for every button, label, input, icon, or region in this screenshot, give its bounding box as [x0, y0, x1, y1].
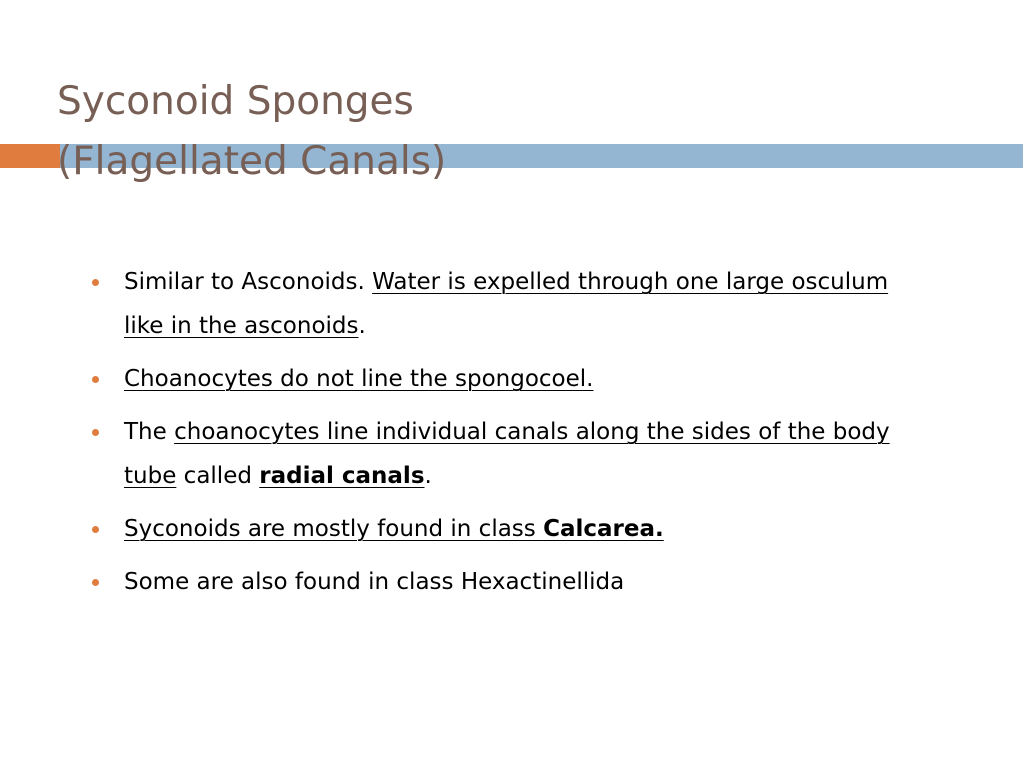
- slide-title-line-2: (Flagellated Canals): [57, 139, 447, 184]
- bullet-1-text: Similar to Asconoids.: [124, 269, 373, 295]
- bullet-item-2: [90, 357, 890, 401]
- bullet-3-end: .: [424, 463, 432, 489]
- slide-title-line-1: Syconoid Sponges: [57, 79, 414, 124]
- slide-title: [57, 72, 446, 192]
- bullet-dot-icon: [92, 579, 99, 586]
- bullet-3-underlined: choanocytes line individual canals along the sides of the body tube: [124, 419, 890, 489]
- bullet-3-bold-term: radial canals: [259, 463, 425, 489]
- bullet-3-text: The: [124, 419, 175, 445]
- bullet-item-5: [90, 560, 890, 604]
- bullet-3-middle: called: [176, 463, 260, 489]
- bullet-1-underlined: Water is expelled through one large osculum like in the asconoids: [124, 269, 889, 339]
- bullet-4-underlined: Syconoids are mostly found in class: [124, 516, 544, 542]
- bullet-2-underlined: Choanocytes do not line the spongocoel.: [124, 366, 594, 392]
- bullet-list: [90, 260, 890, 604]
- bullet-dot-icon: [92, 376, 99, 383]
- bullet-dot-icon: [92, 279, 99, 286]
- accent-bar-orange: [0, 144, 60, 168]
- bullet-item-4: [90, 507, 890, 551]
- bullet-dot-icon: [92, 526, 99, 533]
- bullet-dot-icon: [92, 429, 99, 436]
- bullet-1-end: .: [358, 313, 366, 339]
- bullet-item-1: [90, 260, 890, 348]
- bullet-5-text: Some are also found in class Hexactinellida: [124, 569, 625, 595]
- bullet-item-3: [90, 410, 890, 498]
- bullet-4-bold-term: Calcarea.: [543, 516, 664, 542]
